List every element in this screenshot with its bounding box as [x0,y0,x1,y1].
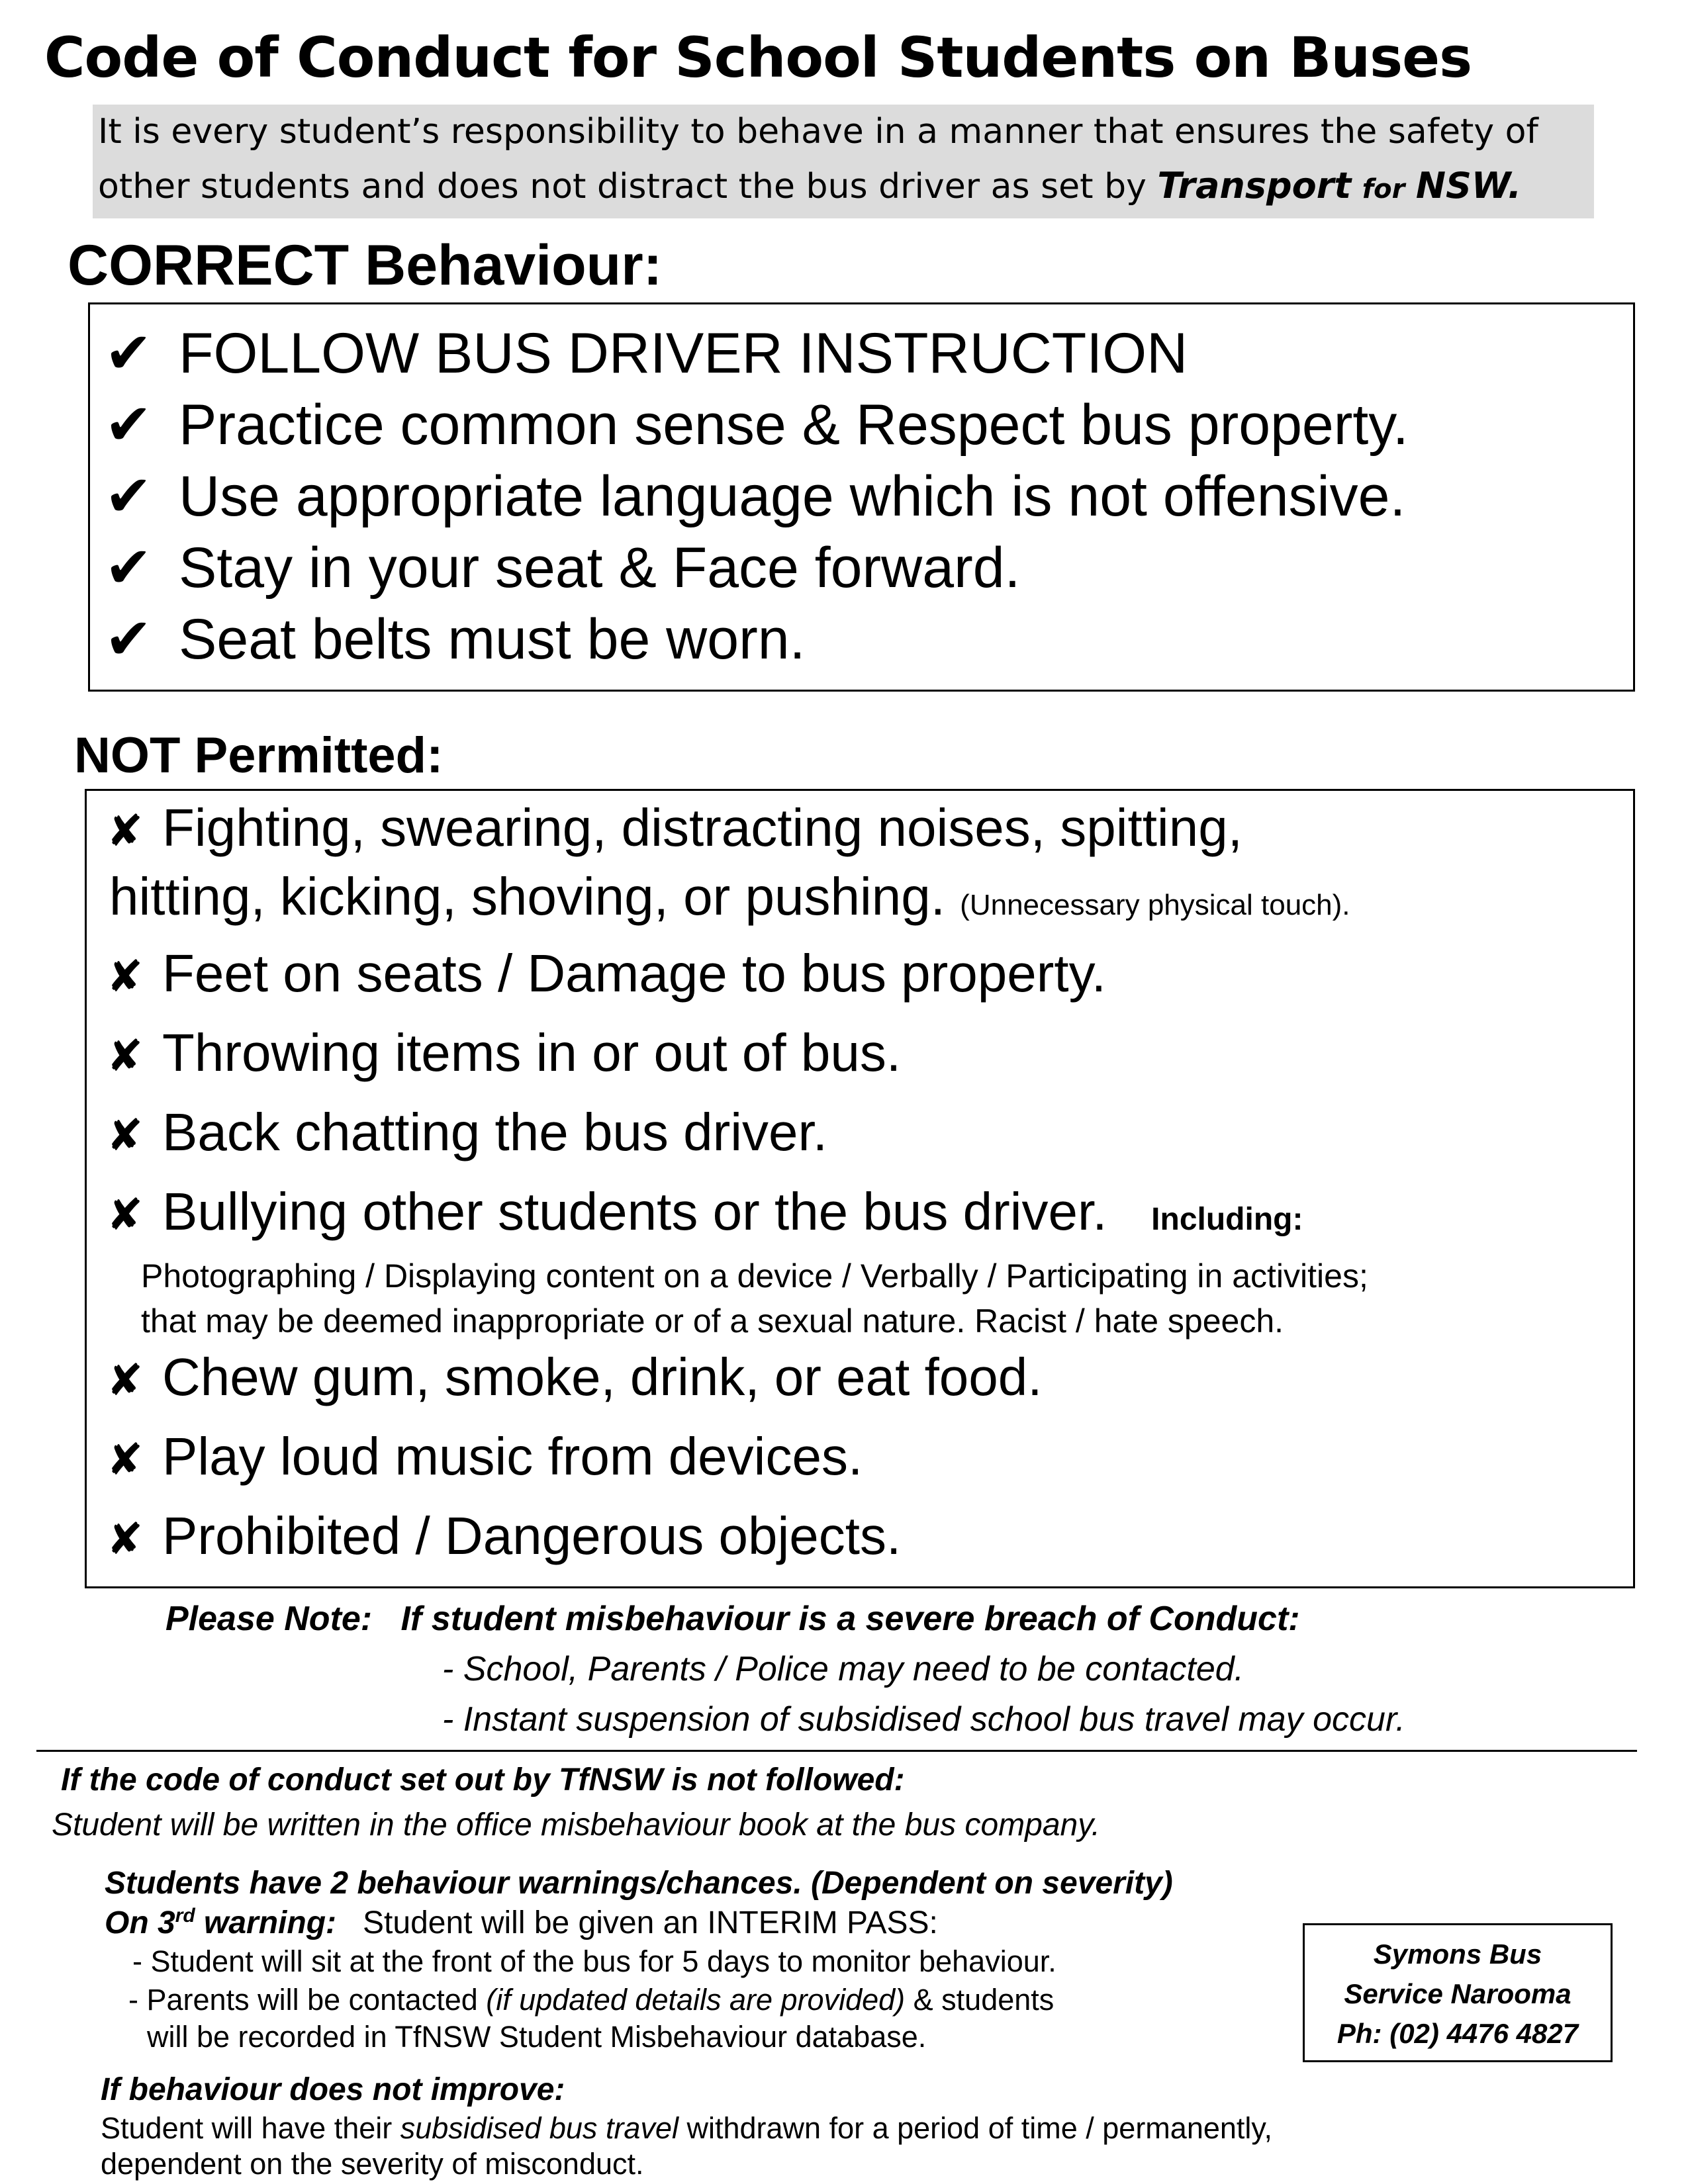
correct-item [105,535,1020,601]
including-label: Including: [1151,1202,1303,1237]
improve-line-1-b: subsidised bus travel [400,2111,679,2145]
footer-point-2 [128,1983,1054,2017]
third-sup: rd [175,1905,195,1927]
correct-item-label: Stay in your seat & Face forward. [179,536,1021,600]
cross-icon: ✘ [107,1189,144,1240]
please-note-text: If student misbehaviour is a severe breach of Conduct: [400,1600,1300,1638]
correct-item-label: FOLLOW BUS DRIVER INSTRUCTION [179,322,1188,385]
contact-phone: Ph: (02) 4476 4827 [1336,2018,1579,2049]
not-permitted-item [107,1023,901,1083]
not-permitted-item-label: Throwing items in or out of bus. [162,1023,902,1082]
footer-point-2-b: (if updated details are provided) [486,1983,906,2017]
bullying-detail-2: that may be deemed inappropriate or of a sexual nature. Racist / hate speech. [141,1302,1284,1340]
contact-box [1303,1923,1613,2062]
intro-line-2-text: other students and does not distract the bus driver as set by [98,167,1158,206]
improve-line-1-a: Student will have their [101,2111,400,2145]
not-permitted-item [107,797,1243,858]
not-permitted-item [107,943,1106,1004]
correct-item [105,392,1409,458]
not-permitted-item [107,1347,1043,1408]
please-note-label: Please Note: [165,1600,373,1638]
cross-icon: ✘ [107,805,144,856]
check-icon: ✔ [105,463,153,529]
bullying-detail-1: Photographing / Displaying content on a device / Verbally / Participating in activities; [141,1257,1368,1295]
please-note-line [165,1599,1300,1639]
not-permitted-item-label: hitting, kicking, shoving, or pushing. [109,867,945,926]
not-permitted-item [107,1506,901,1567]
not-permitted-item-cont [109,866,1350,927]
not-permitted-item [107,1102,827,1163]
not-permitted-item-label: Fighting, swearing, distracting noises, spitting, [162,798,1243,857]
not-permitted-item [107,1181,1303,1242]
footer-point-2-c: & students [905,1983,1055,2017]
intro-line-1: It is every student’s responsibility to behave in a manner that ensures the safety of [98,112,1538,152]
contact-line-1: Symons Bus [1373,1938,1542,1970]
check-icon: ✔ [105,535,153,601]
third-warning-text: Student will be given an INTERIM PASS: [363,1905,938,1940]
intro-banner [93,105,1594,218]
footer-point-1: - Student will sit at the front of the bus for 5 days to monitor behaviour. [132,1944,1056,1978]
not-permitted-item [107,1426,863,1487]
not-permitted-item-label: Play loud music from devices. [162,1427,863,1486]
cross-icon: ✘ [107,1434,144,1485]
brand-transport: Transport [1157,165,1352,206]
correct-box [88,302,1635,692]
check-icon: ✔ [105,320,153,387]
not-permitted-box [85,789,1635,1588]
not-permitted-heading: NOT Permitted: [74,727,444,784]
intro-line-2 [98,159,1594,216]
brand-nsw: NSW. [1415,165,1522,206]
not-permitted-item-label: Back chatting the bus driver. [162,1103,827,1161]
brand-for: for [1362,174,1405,205]
cross-icon: ✘ [107,1030,144,1081]
correct-item [105,606,805,672]
check-icon: ✔ [105,392,153,458]
footer-point-2-a: - Parents will be contacted [128,1983,487,2017]
not-permitted-note: (Unnecessary physical touch). [960,889,1350,921]
third-suffix: warning: [195,1905,337,1940]
footer-heading: If the code of conduct set out by TfNSW is not followed: [61,1762,905,1797]
improve-heading: If behaviour does not improve: [101,2072,565,2107]
correct-item [105,320,1188,387]
please-note-point-1: - School, Parents / Police may need to be contacted. [442,1650,1244,1688]
correct-item-label: Seat belts must be worn. [179,608,806,671]
third-prefix: On 3 [105,1905,175,1940]
page-title: Code of Conduct for School Students on Buses [44,25,1472,90]
third-warning-label [105,1905,336,1940]
improve-line-1 [101,2111,1272,2146]
cross-icon: ✘ [107,1355,144,1406]
correct-heading: CORRECT Behaviour: [68,234,663,297]
not-permitted-item-label: Chew gum, smoke, drink, or eat food. [162,1347,1043,1406]
footer-point-3: will be recorded in TfNSW Student Misbehaviour database. [147,2020,927,2054]
footer-line-1: Student will be written in the office misbehaviour book at the bus company. [52,1807,1100,1843]
please-note-point-2: - Instant suspension of subsidised school bus travel may occur. [442,1700,1405,1739]
correct-item-label: Practice common sense & Respect bus property. [179,393,1409,457]
correct-item-label: Use appropriate language which is not offensive. [179,465,1406,528]
not-permitted-item-label: Bullying other students or the bus driver. [162,1182,1107,1241]
correct-item [105,463,1405,529]
cross-icon: ✘ [107,1514,144,1565]
not-permitted-item-label: Prohibited / Dangerous objects. [162,1506,902,1565]
check-icon: ✔ [105,606,153,672]
cross-icon: ✘ [107,1110,144,1161]
not-permitted-item-label: Feet on seats / Damage to bus property. [162,944,1106,1003]
contact-line-2: Service Narooma [1344,1978,1571,2009]
improve-line-1-c: withdrawn for a period of time / permanently, [678,2111,1273,2145]
footer-third-warning [105,1905,938,1941]
cross-icon: ✘ [107,951,144,1002]
improve-line-2: dependent on the severity of misconduct. [101,2147,644,2181]
divider [36,1750,1637,1752]
footer-warnings: Students have 2 behaviour warnings/chances. (Dependent on severity) [105,1866,1173,1901]
